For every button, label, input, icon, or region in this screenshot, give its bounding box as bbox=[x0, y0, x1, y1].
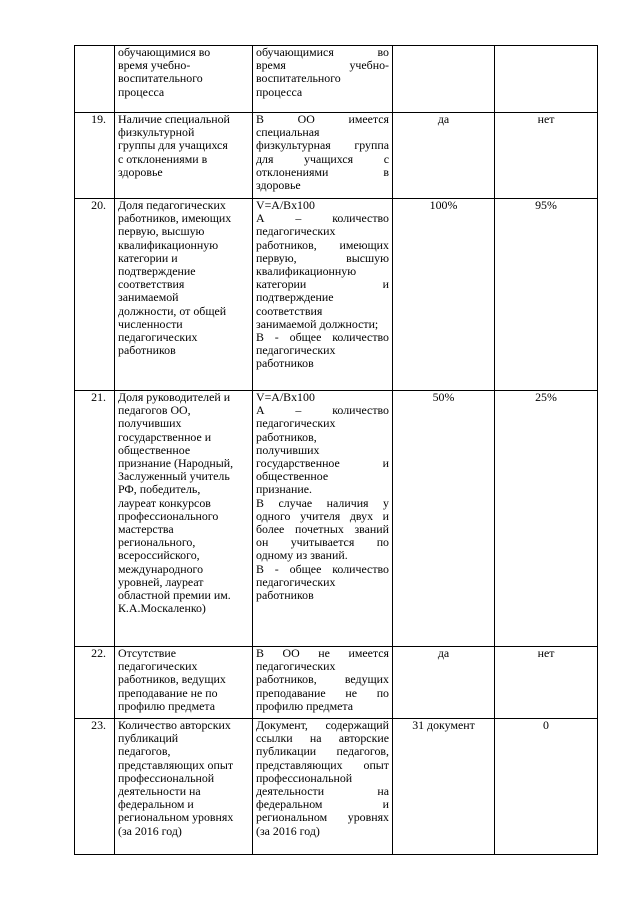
indicator-cell: Доля руководителей и педагогов ОО, получивших государственное и общественное признание (Народный, Заслуженный учитель РФ, победитель, лауреат конкурсов профессионального мастерства регионального, всероссийского, международного уровней, лауреат областной премии им. К.А.Москаленко) bbox=[115, 391, 253, 647]
method-line: признание. bbox=[256, 482, 312, 497]
value-2015-cell: 31 документ bbox=[393, 719, 495, 855]
row-number: 22. bbox=[75, 647, 115, 719]
method-line: В - общее количество bbox=[256, 561, 389, 576]
method-line: работников, ведущих bbox=[256, 672, 389, 687]
method-line: он учитывается по bbox=[256, 535, 389, 550]
value-2016-cell: 0 bbox=[495, 719, 598, 855]
value-2016-cell: нет bbox=[495, 113, 598, 199]
method-line: публикации педагогов, bbox=[256, 744, 389, 759]
method-cell bbox=[253, 719, 393, 855]
method-line: соответствия bbox=[256, 303, 323, 318]
table-row bbox=[75, 199, 598, 391]
row-number: 21. bbox=[75, 391, 115, 647]
method-line: ссылки на авторские bbox=[256, 731, 389, 746]
method-line: воспитательного bbox=[256, 71, 341, 86]
value-2015-cell: да bbox=[393, 647, 495, 719]
indicator-cell: Количество авторских публикаций педагогов, представляющих опыт профессиональной деятельности на федеральном и региональном уровнях (за 2016 год) bbox=[115, 719, 253, 855]
method-line: более почетных званий bbox=[256, 522, 389, 537]
method-line: педагогических bbox=[256, 574, 336, 589]
indicator-cell: обучающимися во время учебно- воспитательного процесса bbox=[115, 46, 253, 113]
value-2015-cell bbox=[393, 46, 495, 113]
method-line: педагогических bbox=[256, 343, 336, 358]
method-line: федеральном и bbox=[256, 797, 389, 812]
method-line: V=A/Bx100 bbox=[256, 390, 315, 404]
method-line: В ОО имеется bbox=[256, 112, 389, 126]
value-2015-cell: 50% bbox=[393, 391, 495, 647]
method-cell bbox=[253, 647, 393, 719]
method-line: занимаемой должности; bbox=[256, 316, 379, 331]
table-row bbox=[75, 113, 598, 199]
method-line: работников bbox=[256, 356, 314, 371]
method-line: В ОО не имеется bbox=[256, 646, 389, 660]
method-line: работников bbox=[256, 588, 314, 603]
method-line: обучающимися во bbox=[256, 45, 389, 59]
method-line: государственное и bbox=[256, 456, 389, 471]
value-2016-cell: 95% bbox=[495, 199, 598, 391]
method-cell bbox=[253, 199, 393, 391]
method-line: преподавание не по bbox=[256, 685, 389, 700]
method-line: региональном уровнях bbox=[256, 810, 389, 825]
indicator-cell: Доля педагогических работников, имеющих первую, высшую квалификационную категории и подтверждение соответствия занимаемой должности, от общей численности педагогических работников bbox=[115, 199, 253, 391]
value-2016-cell bbox=[495, 46, 598, 113]
method-line: специальная bbox=[256, 125, 320, 140]
method-line: профилю предмета bbox=[256, 698, 354, 713]
method-line: работников, bbox=[256, 429, 317, 444]
method-line: деятельности на bbox=[256, 784, 389, 799]
value-2016-cell: нет bbox=[495, 647, 598, 719]
method-line: педагогических bbox=[256, 224, 336, 239]
indicators-table bbox=[74, 45, 598, 855]
method-line: время учебно- bbox=[256, 58, 389, 73]
method-line: А – количество bbox=[256, 211, 389, 226]
method-cell bbox=[253, 391, 393, 647]
method-line: для учащихся с bbox=[256, 151, 389, 166]
table-row bbox=[75, 647, 598, 719]
method-line: педагогических bbox=[256, 416, 336, 431]
method-line: отклонениями в bbox=[256, 164, 389, 179]
table-row bbox=[75, 46, 598, 113]
method-line: работников, имеющих bbox=[256, 237, 389, 252]
method-line: одному из званий. bbox=[256, 548, 348, 563]
indicator-cell: Отсутствие педагогических работников, ведущих преподавание не по профилю предмета bbox=[115, 647, 253, 719]
method-line: V=A/Bx100 bbox=[256, 198, 315, 212]
value-2015-cell: 100% bbox=[393, 199, 495, 391]
method-cell bbox=[253, 46, 393, 113]
row-number: 23. bbox=[75, 719, 115, 855]
method-line: профессиональной bbox=[256, 770, 353, 785]
method-line: квалификационную bbox=[256, 264, 357, 279]
value-2016-cell: 25% bbox=[495, 391, 598, 647]
method-line: физкультурная группа bbox=[256, 138, 389, 153]
method-line: одного учителя двух и bbox=[256, 508, 389, 523]
method-line: А – количество bbox=[256, 403, 389, 418]
method-line: представляющих опыт bbox=[256, 757, 389, 772]
value-2015-cell: да bbox=[393, 113, 495, 199]
row-number bbox=[75, 46, 115, 113]
indicator-cell: Наличие специальной физкультурной группы для учащихся с отклонениями в здоровье bbox=[115, 113, 253, 199]
method-line: категории и bbox=[256, 277, 389, 292]
method-line: процесса bbox=[256, 84, 303, 99]
method-line: В - общее количество bbox=[256, 330, 389, 345]
method-line: Документ, содержащий bbox=[256, 718, 389, 732]
method-line: первую, высшую bbox=[256, 250, 389, 265]
method-line: В случае наличия у bbox=[256, 495, 389, 510]
method-line: здоровье bbox=[256, 178, 301, 193]
table-row bbox=[75, 719, 598, 855]
method-line: педагогических bbox=[256, 659, 336, 674]
method-line: подтверждение bbox=[256, 290, 334, 305]
method-line: общественное bbox=[256, 469, 329, 484]
table-row bbox=[75, 391, 598, 647]
method-line: (за 2016 год) bbox=[256, 823, 320, 838]
method-line: получивших bbox=[256, 442, 320, 457]
method-cell bbox=[253, 113, 393, 199]
row-number: 20. bbox=[75, 199, 115, 391]
row-number: 19. bbox=[75, 113, 115, 199]
